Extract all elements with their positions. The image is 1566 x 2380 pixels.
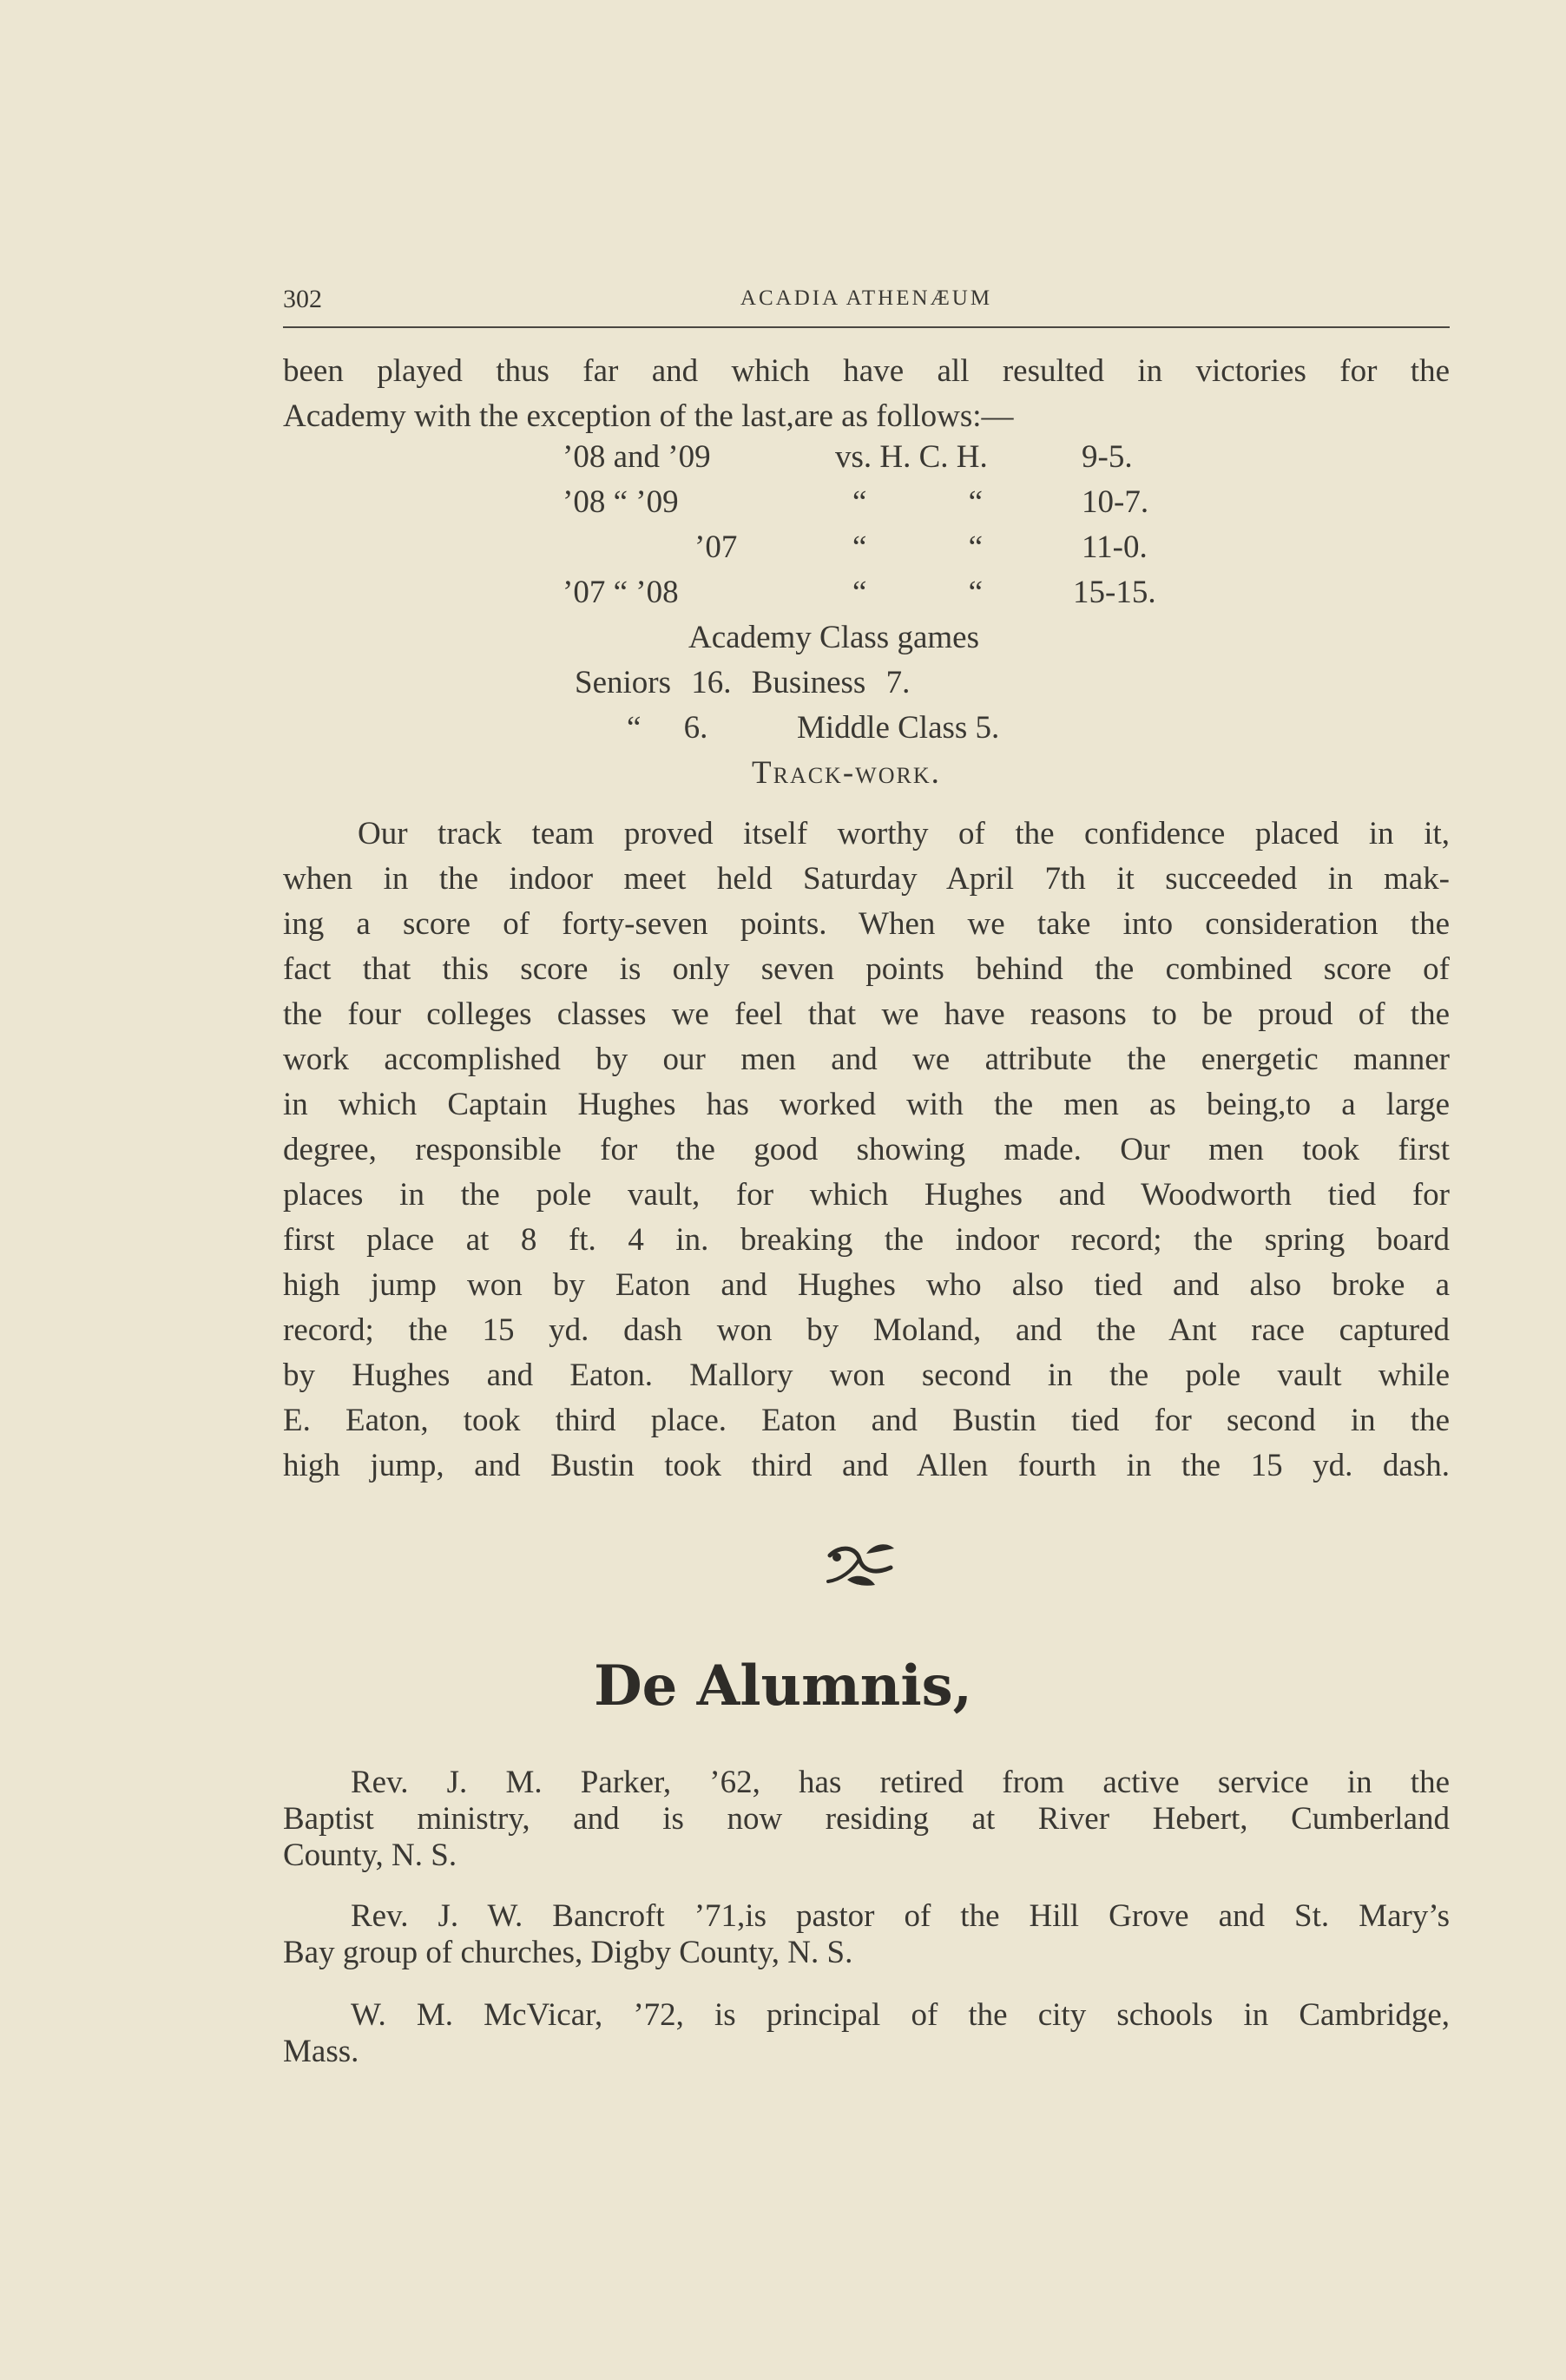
alumni-line: Mass.: [283, 2034, 359, 2069]
score-teams: ’07 “ ’08: [563, 575, 679, 610]
score-teams: ’08 “ ’09: [563, 484, 679, 520]
score-value: 10-7.: [1082, 484, 1149, 520]
class-games-row: “ 6.: [627, 710, 708, 746]
score-opponent: vs. H. C. H.: [835, 439, 988, 475]
paragraph-line: places in the pole vault, for which Hughes and Woodworth tied for: [283, 1177, 1450, 1213]
score-opponent: “ “: [852, 484, 984, 520]
alumni-line: Baptist ministry, and is now residing at River Hebert, Cumberland: [283, 1801, 1450, 1837]
alumni-line: Rev. J. W. Bancroft ’71,is pastor of the Hill Grove and St. Mary’s: [351, 1898, 1450, 1934]
score-opponent: “ “: [852, 575, 984, 610]
paragraph-line: high jump, and Bustin took third and Allen fourth in the 15 yd. dash.: [283, 1448, 1450, 1483]
section-title: De Alumnis,: [594, 1654, 972, 1719]
paragraph-line: in which Captain Hughes has worked with the men as being,to a large: [283, 1087, 1450, 1122]
page-header: [283, 283, 1450, 328]
intro-line: Academy with the exception of the last,are as follows:—: [283, 398, 1014, 434]
running-title: ACADIA ATHENÆUM: [740, 286, 993, 310]
page-number: 302: [283, 285, 322, 313]
intro-line: been played thus far and which have all resulted in victories for the: [283, 353, 1450, 389]
alumni-line: Rev. J. M. Parker, ’62, has retired from active service in the: [351, 1765, 1450, 1800]
paragraph-line: when in the indoor meet held Saturday April 7th it succeeded in mak-: [283, 861, 1450, 897]
score-value: 11-0.: [1082, 529, 1148, 565]
paragraph-line: the four colleges classes we feel that we have reasons to be proud of the: [283, 996, 1450, 1032]
score-teams: ’08 and ’09: [563, 439, 711, 475]
paragraph-line: record; the 15 yd. dash won by Moland, and the Ant race captured: [283, 1312, 1450, 1348]
alumni-line: W. M. McVicar, ’72, is principal of the city schools in Cambridge,: [351, 1997, 1450, 2033]
score-teams: ’07: [694, 529, 738, 565]
score-value: 9-5.: [1082, 439, 1133, 475]
class-games-row: Seniors 16. Business 7.: [575, 665, 911, 700]
score-opponent: “ “: [852, 529, 984, 565]
paragraph-line: by Hughes and Eaton. Mallory won second in the pole vault while: [283, 1358, 1450, 1393]
paragraph-line: Our track team proved itself worthy of the confidence placed in it,: [358, 816, 1450, 851]
alumni-line: County, N. S.: [283, 1838, 457, 1873]
paragraph-line: work accomplished by our men and we attribute the energetic manner: [283, 1042, 1450, 1077]
paragraph-line: E. Eaton, took third place. Eaton and Bustin tied for second in the: [283, 1403, 1450, 1438]
paragraph-line: ing a score of forty-seven points. When we take into consideration the: [283, 906, 1450, 942]
paragraph-line: fact that this score is only seven points behind the combined score of: [283, 951, 1450, 987]
section-heading: Track-work.: [752, 755, 941, 791]
fleuron-icon: [821, 1536, 899, 1597]
alumni-line: Bay group of churches, Digby County, N. S.: [283, 1935, 853, 1970]
paragraph-line: high jump won by Eaton and Hughes who also tied and also broke a: [283, 1267, 1450, 1303]
class-games-heading: Academy Class games: [688, 620, 979, 655]
paragraph-line: first place at 8 ft. 4 in. breaking the indoor record; the spring board: [283, 1222, 1450, 1258]
paragraph-line: degree, responsible for the good showing made. Our men took first: [283, 1132, 1450, 1167]
class-games-row: Middle Class 5.: [797, 710, 1000, 746]
score-value: 15-15.: [1073, 575, 1156, 610]
